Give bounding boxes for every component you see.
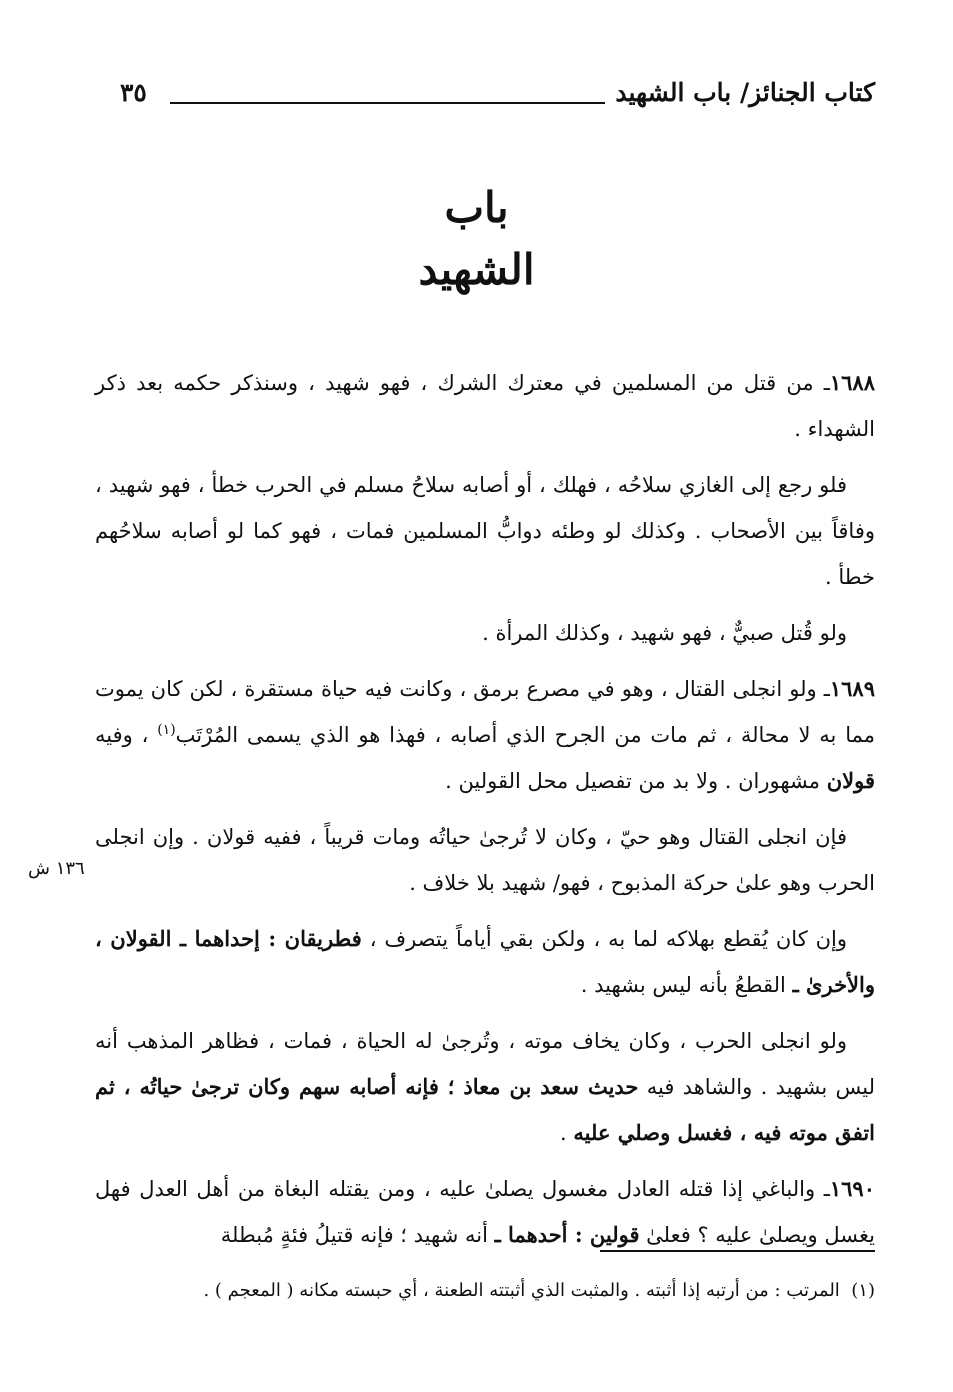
paragraph-text: ولو انجلى الحرب ، وكان يخاف موته ، وتُرجىٰ له الحياة ، فمات ، فظاهر المذهب أنه ليس بشهيد . والشاهد فيه xyxy=(95,1029,875,1099)
footnote-marker: (١) xyxy=(851,1280,875,1301)
paragraph-number: ١٦٨٨ xyxy=(829,370,875,395)
paragraph-battle-ended: فإن انجلى القتال وهو حيّ ، وكان لا تُرجىٰ حياتُه ومات قريباً ، ففيه قولان . وإن انجلى الحرب وهو علىٰ حركة المذبوح ، فهو/ شهيد بلا خلاف . xyxy=(95,825,875,895)
paragraph-child-killed: ولو قُتل صبيٌّ ، فهو شهيد ، وكذلك المرأة . xyxy=(482,621,847,645)
paragraph-text: أنه شهيد ؛ فإنه قتيلُ فئةٍ مُبطلة xyxy=(220,1223,495,1247)
footnote-text: المرتب : من أرتبه إذا أثبته . والمثبت الذي أثبتته الطعنة ، أي حبسته مكانه ( المعجم ) . xyxy=(203,1280,840,1301)
running-header xyxy=(95,78,875,122)
paragraph-1689 xyxy=(95,666,875,804)
footnote-reference[interactable]: (١) xyxy=(157,722,176,738)
page-number: ٣٥ xyxy=(120,78,147,107)
header-rule xyxy=(170,102,605,104)
running-title: كتاب الجنائز/ باب الشهيد xyxy=(615,78,875,107)
paragraph-text: . xyxy=(560,1121,574,1145)
footnote-divider xyxy=(600,1250,875,1252)
paragraph-text: ، وفيه xyxy=(95,723,158,747)
paragraph-text: القطعُ بأنه ليس بشهيد . xyxy=(580,973,793,997)
chapter-title-line1: باب xyxy=(444,183,509,232)
footnote xyxy=(95,1276,875,1306)
paragraph-1690 xyxy=(95,1166,875,1258)
paragraph-number: ١٦٩٠ xyxy=(829,1176,875,1201)
bold-term: فطريقان : إحداهما ـ القولان ، والأخرىٰ ـ xyxy=(95,926,875,997)
body-text xyxy=(95,360,875,1268)
paragraph-text: ـ ولو انجلى القتال ، وهو في مصرع برمق ، وكانت فيه حياة مستقرة ، لكن كان يموت مما به لا محالة ، ثم مات من الجرح الذي أصابه ، فهذا هو الذي يسمى المُرْتَب xyxy=(95,677,876,747)
chapter-title-line2: الشهيد xyxy=(418,245,535,294)
paragraph-1688 xyxy=(95,360,875,452)
bold-term: قولان xyxy=(826,768,875,793)
bold-term: حديث سعد بن معاذ ؛ فإنه أصابه سهم وكان ترجىٰ حياتُه ، ثم اتفق موته فيه ، فغسل وصلي عليه xyxy=(95,1074,875,1145)
bold-term: قولين : أحدهما ـ xyxy=(494,1222,640,1247)
paragraph-text: وإن كان يُقطع بهلاكه لما به ، ولكن بقي أياماً يتصرف ، xyxy=(361,927,847,951)
paragraph-text: ـ والباغي إذا قتله العادل مغسول يصلىٰ عليه ، ومن يقتله البغاة من أهل العدل فهل يغسل ويصلىٰ عليه ؟ فعلىٰ xyxy=(95,1177,875,1247)
paragraph-number: ١٦٨٩ xyxy=(829,676,875,701)
paragraph-text: مشهوران . ولا بد من تفصيل محل القولين . xyxy=(445,769,827,793)
paragraph-weapon-returned: فلو رجع إلى الغازي سلاحُه ، فهلك ، أو أصابه سلاحُ مسلم في الحرب خطأ ، فهو شهيد ، وفاقاً بين الأصحاب . وكذلك لو وطئه دوابُّ المسلمين فمات ، فهو كما لو أصابه سلاحُهم خطأ . xyxy=(95,473,875,589)
paragraph-text: ـ من قتل من المسلمين في معترك الشرك ، فهو شهيد ، وسنذكر حكمه بعد ذكر الشهداء . xyxy=(95,371,875,441)
manuscript-folio-note: ١٣٦ ش xyxy=(28,858,85,879)
paragraph-two-ways xyxy=(95,916,875,1008)
paragraph-saad-hadith xyxy=(95,1018,875,1156)
